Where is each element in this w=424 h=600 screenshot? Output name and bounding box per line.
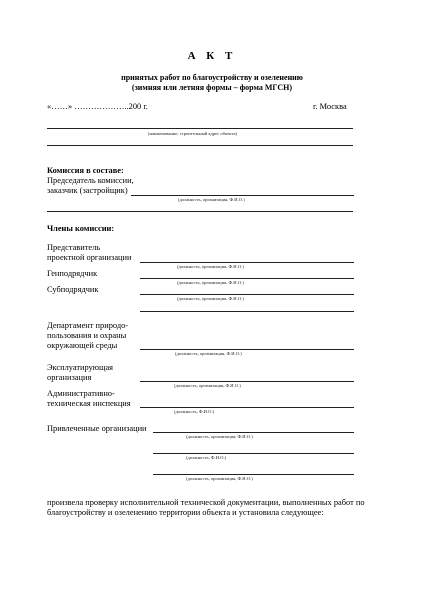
general-line [140, 278, 354, 279]
members-heading: Члены комиссии: [47, 224, 115, 233]
invited-line-3 [153, 474, 354, 475]
commission-heading: Комиссия в составе: [47, 166, 124, 175]
document-title: А К Т [187, 50, 237, 62]
date-line: «……» ………………..200 г. [47, 102, 148, 111]
design-label: Представитель [47, 243, 101, 252]
exp-label: Эксплуатирующая [47, 363, 114, 372]
invited-hint: (должность, организация, Ф.И.О.) [186, 434, 253, 439]
design-hint: (должность, организация, Ф.И.О.) [177, 264, 244, 269]
sub-hint: (должность, организация, Ф.И.О.) [177, 296, 244, 301]
general-hint: (должность, организация, Ф.И.О.) [177, 280, 244, 285]
exp-hint: (должность, организация, Ф.И.О.) [174, 383, 241, 388]
document-subtitle: принятых работ по благоустройству и озеленению [121, 73, 303, 82]
adm-label-2: техническая инспекция [47, 399, 131, 408]
invited-line-2 [153, 453, 354, 454]
invited-line [153, 432, 354, 433]
chair-line-2 [47, 211, 353, 212]
object-line [47, 128, 353, 129]
sub-line-2 [140, 311, 354, 312]
object-hint: (наименование, строительный адрес объекта) [148, 131, 238, 136]
sub-line [140, 294, 354, 295]
chair-label: Председатель комиссии, [47, 176, 134, 185]
adm-label: Административно- [47, 389, 115, 398]
dep-label: Департамент природо- [47, 321, 129, 330]
design-line [140, 262, 354, 263]
closing-paragraph: произвела проверку исполнительной технической документации, выполненных работ по благоустройству и озеленению территории объекта и установила следующее: [47, 498, 365, 517]
document-subtitle-form: (зимняя или летняя формы – форма МГСН) [131, 83, 293, 92]
object-line-2 [47, 145, 353, 146]
sub-label: Субподрядчик [47, 285, 99, 294]
chair-line [131, 195, 354, 196]
exp-line [140, 381, 354, 382]
adm-hint: (должность, Ф.И.О.) [174, 409, 215, 414]
chair-label-2: заказчик (застройщик) [47, 186, 128, 195]
chair-hint: (должность, организация, Ф.И.О.) [178, 197, 245, 202]
invited-label: Привлеченные организации [47, 424, 147, 433]
dep-label-3: окружающей среды [47, 341, 118, 350]
design-label-2: проектной организации [47, 253, 132, 262]
general-label: Генподрядчик [47, 269, 98, 278]
exp-label-2: организация [47, 373, 92, 382]
invited-hint-3: (должность, организация, Ф.И.О.) [186, 476, 253, 481]
dep-hint: (должность, организация, Ф.И.О.) [175, 351, 242, 356]
dep-label-2: пользования и охраны [47, 331, 127, 340]
adm-line [140, 407, 354, 408]
invited-hint-2: (должность, Ф.И.О.) [186, 455, 227, 460]
dep-line [140, 349, 354, 350]
city-label: г. Москва [313, 102, 347, 111]
